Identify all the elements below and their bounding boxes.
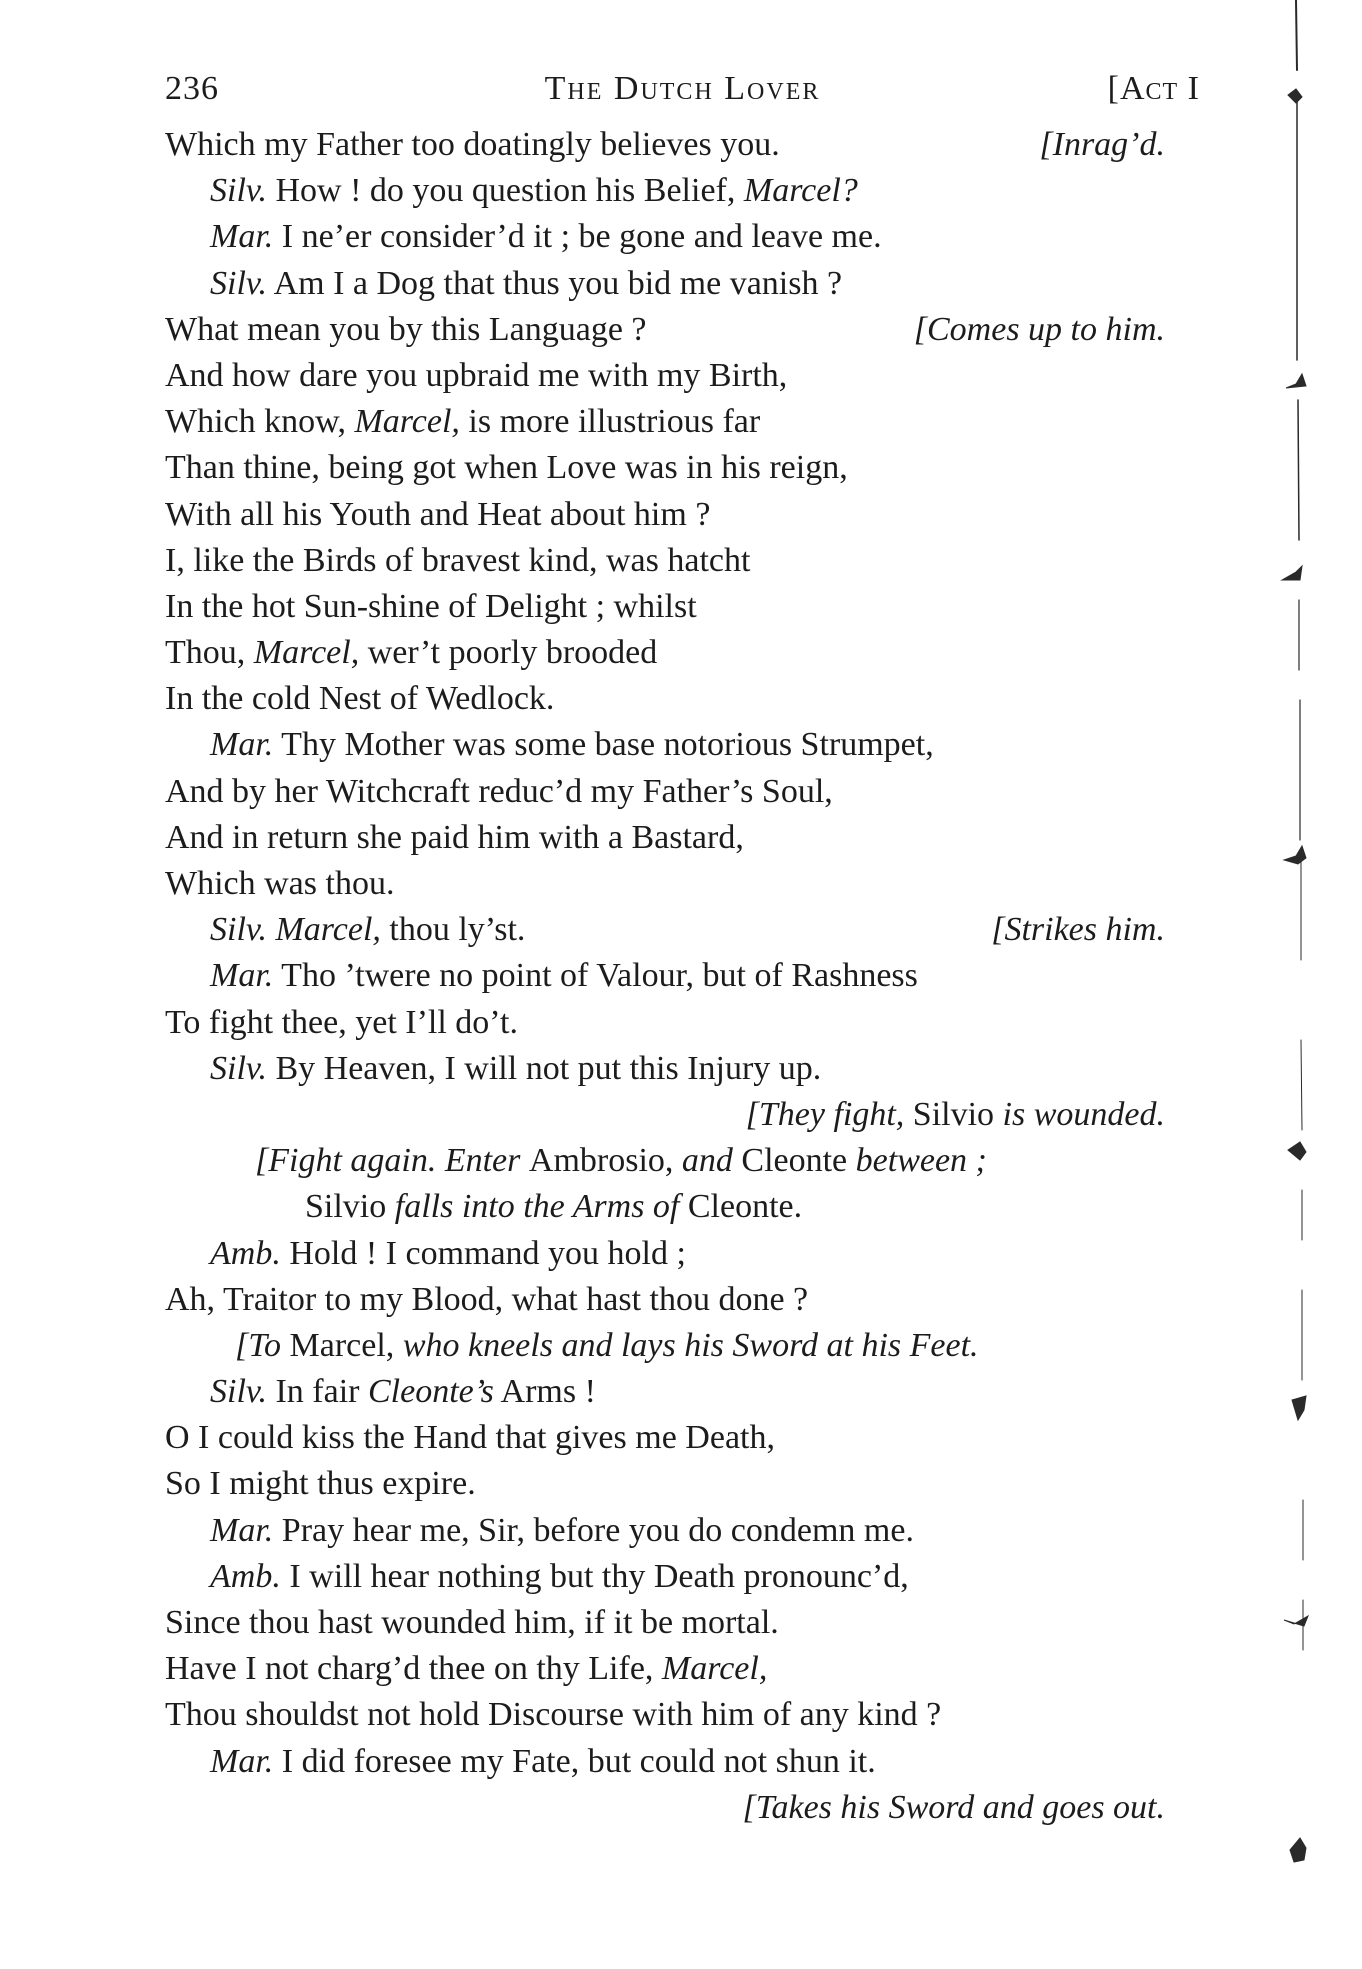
thread-mark — [1292, 1396, 1306, 1420]
speech-line: Mar. Tho ’twere no point of Valour, but of Rashness — [210, 957, 918, 995]
verse-line: In the hot Sun-shine of Delight ; whilst — [165, 587, 697, 625]
verse-line: What mean you by this Language ? [Comes up to him. — [165, 307, 1165, 353]
speaker-name: Silv. — [210, 264, 267, 302]
stage-direction: [Takes his Sword and goes out. — [742, 1788, 1165, 1826]
thread-mark — [1282, 566, 1302, 580]
page-number: 236 — [165, 70, 219, 107]
stage-direction-line: [To Marcel, who kneels and lays his Sword at his Feet. — [235, 1326, 979, 1364]
thread-mark — [1284, 1616, 1308, 1626]
character-name: Marcel, — [289, 1326, 395, 1364]
stage-direction: [Strikes him. — [991, 911, 1165, 949]
speech-line: Silv. Am I a Dog that thus you bid me vanish ? — [210, 264, 843, 302]
speech-line: Silv. How ! do you question his Belief, Marcel? — [210, 172, 858, 210]
verse-line: Thou shouldst not hold Discourse with him of any kind ? — [165, 1696, 942, 1734]
character-name: Cleonte’s — [367, 1373, 494, 1411]
speaker-name: Mar. — [210, 1742, 274, 1780]
stage-direction-line: [Fight again. Enter Ambrosio, and Cleonte between ; — [255, 1142, 987, 1180]
verse-line: Which know, Marcel, is more illustrious far — [165, 403, 761, 441]
speaker-name: Silv. — [210, 1049, 267, 1087]
verse-line: Ah, Traitor to my Blood, what hast thou done ? — [165, 1280, 809, 1318]
speaker-name: Amb. — [210, 1557, 281, 1595]
verse-line: O I could kiss the Hand that gives me Death, — [165, 1419, 775, 1457]
verse-line: Have I not charg’d thee on thy Life, Marcel, — [165, 1650, 768, 1688]
verse-line: With all his Youth and Heat about him ? — [165, 495, 711, 533]
play-text — [165, 122, 1165, 1831]
character-name: Silvio — [305, 1188, 395, 1226]
speech-line: Mar. Thy Mother was some base notorious Strumpet, — [210, 726, 934, 764]
stage-direction-line: Silvio falls into the Arms of Cleonte. — [305, 1188, 803, 1226]
verse-line: And by her Witchcraft reduc’d my Father’s Soul, — [165, 772, 833, 810]
speaker-name: Mar. — [210, 1511, 274, 1549]
verse-line: Since thou hast wounded him, if it be mortal. — [165, 1604, 779, 1641]
speaker-name: Silv. — [210, 1373, 267, 1411]
character-name: Marcel, — [253, 634, 360, 672]
binding-stroke — [1298, 400, 1299, 540]
speech-line: Amb. Hold ! I command you hold ; — [210, 1234, 686, 1272]
speaker-name: Mar. — [210, 957, 274, 995]
thread-mark — [1288, 1142, 1306, 1160]
character-name: Ambrosio, — [528, 1142, 674, 1180]
verse-line: So I might thus expire. — [165, 1465, 476, 1503]
verse-line: Thou, Marcel, wer’t poorly brooded — [165, 634, 658, 672]
verse-line: Which was thou. — [165, 865, 395, 902]
speech-line: Silv. By Heaven, I will not put this Injury up. — [210, 1049, 822, 1087]
character-name: Cleonte — [741, 1142, 848, 1180]
verse-line: And in return she paid him with a Bastard, — [165, 818, 744, 856]
binding-edge-marks — [1270, 0, 1330, 1969]
character-name: Marcel, — [661, 1650, 768, 1688]
verse-line: Than thine, being got when Love was in his reign, — [165, 449, 848, 487]
verse-line: To fight thee, yet I’ll do’t. — [165, 1003, 518, 1041]
character-name: Cleonte. — [687, 1188, 803, 1226]
speaker-name: Silv. — [210, 172, 267, 210]
speaker-name: Amb. — [210, 1234, 281, 1272]
stage-direction-line: [They fight, Silvio is wounded. — [745, 1095, 1165, 1133]
binding-stroke — [1296, 0, 1297, 70]
stage-direction: [Inrag’d. — [1039, 126, 1165, 163]
character-name: Marcel? — [743, 172, 858, 210]
stage-direction-line — [165, 1785, 1165, 1831]
character-name: Marcel, — [354, 403, 460, 441]
verse-line: In the cold Nest of Wedlock. — [165, 680, 555, 718]
verse-line: And how dare you upbraid me with my Birth, — [165, 356, 788, 394]
speech-line: Amb. I will hear nothing but thy Death pronounc’d, — [210, 1557, 909, 1595]
character-name: Marcel, — [266, 911, 381, 949]
speech-line: Mar. I ne’er consider’d it ; be gone and leave me. — [210, 218, 882, 256]
thread-mark — [1284, 846, 1306, 864]
speaker-name: Mar. — [210, 726, 274, 764]
thread-mark — [1290, 1838, 1306, 1862]
running-title: The Dutch Lover — [544, 70, 821, 107]
character-name: Silvio — [912, 1095, 995, 1133]
speaker-name: Mar. — [210, 218, 274, 256]
running-header — [165, 70, 1200, 120]
verse-line: Which my Father too doatingly believes you. [Inrag’d. — [165, 122, 1165, 168]
speech-line: Silv. Marcel, thou ly’st. [Strikes him. — [165, 907, 1165, 953]
stage-direction: [Comes up to him. — [913, 310, 1165, 348]
thread-mark — [1286, 374, 1306, 388]
verse-line: I, like the Birds of bravest kind, was hatcht — [165, 541, 751, 579]
binding-stroke — [1301, 1040, 1302, 1130]
speech-line: Mar. I did foresee my Fate, but could not shun it. — [210, 1742, 876, 1780]
speech-line: Mar. Pray hear me, Sir, before you do condemn me. — [210, 1511, 914, 1549]
thread-mark — [1288, 89, 1302, 103]
speaker-name: Silv. — [210, 911, 267, 949]
act-label: [Act I — [1107, 70, 1200, 107]
speech-line: Silv. In fair Cleonte’s Arms ! — [210, 1373, 596, 1411]
